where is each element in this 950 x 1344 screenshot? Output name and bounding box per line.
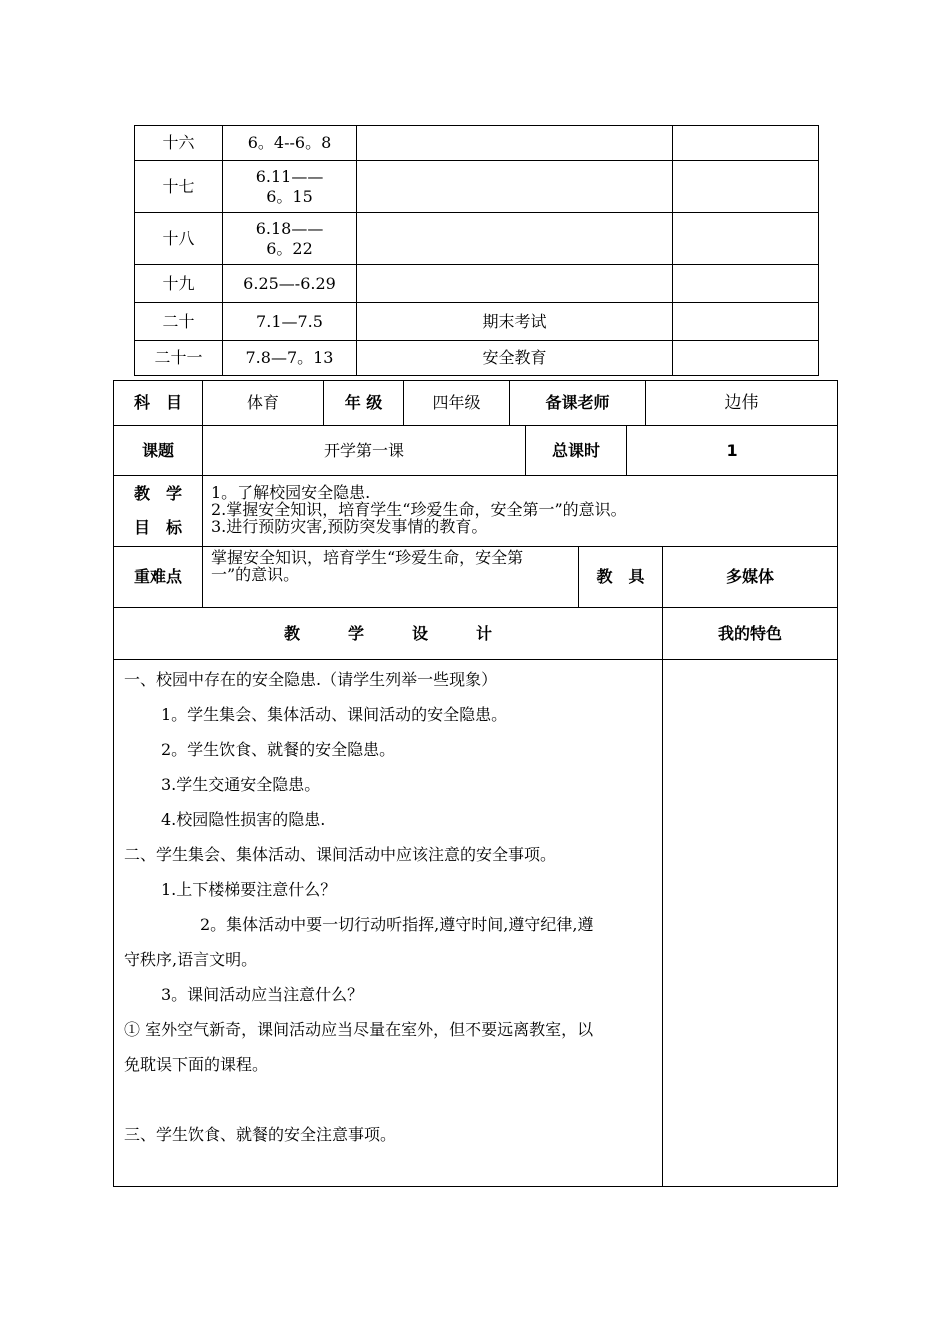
grade-value: 四年级: [404, 381, 510, 426]
date-cell: [223, 126, 357, 161]
week-cell: 二十: [135, 303, 223, 341]
date-cell: [223, 213, 357, 265]
note-cell: [673, 341, 819, 376]
table-row: [135, 265, 819, 303]
hours-label: 总课时: [526, 426, 627, 476]
table-row: [135, 126, 819, 161]
design-line: 3.学生交通安全隐患。: [161, 775, 321, 794]
key-points-label: 重难点: [114, 547, 203, 608]
design-header: 教 学 设 计: [114, 608, 663, 660]
design-line: 1。学生集会、集体活动、课间活动的安全隐患。: [161, 705, 508, 724]
objective-item: 3.进行预防灾害,预防突发事情的教育。: [211, 517, 488, 536]
design-cell: [114, 660, 663, 1187]
design-line: 2。集体活动中要一切行动听指挥,遵守时间,遵守纪律,遵: [200, 915, 594, 934]
note-cell: [673, 161, 819, 213]
topic-label: 课题: [114, 426, 203, 476]
table-row: [114, 660, 838, 1187]
hours-value: 1: [627, 426, 838, 476]
tools-label: 教 具: [579, 547, 663, 608]
table-row: [114, 608, 838, 660]
design-line: 4.校园隐性损害的隐患.: [161, 810, 326, 829]
note-cell: [673, 213, 819, 265]
content-cell: [357, 213, 673, 265]
week-cell: 十六: [135, 126, 223, 161]
key-point-line: 掌握安全知识，培育学生“珍爱生命，安全第: [211, 548, 524, 567]
design-line: 免耽误下面的课程。: [124, 1055, 269, 1074]
table-row: [135, 213, 819, 265]
design-line: 守秩序,语言文明。: [124, 950, 258, 969]
teacher-label: 备课老师: [510, 381, 646, 426]
objectives-cell: [203, 476, 838, 547]
week-cell: 十九: [135, 265, 223, 303]
design-line: ① 室外空气新奇，课间活动应当尽量在室外，但不要远离教室，以: [124, 1020, 594, 1039]
table-row: [114, 547, 838, 608]
date-line: 6.18——: [255, 218, 324, 238]
date-cell: [223, 303, 357, 341]
objectives-label-line: 目 标: [133, 518, 182, 537]
design-line: 三、学生饮食、就餐的安全注意事项。: [124, 1125, 397, 1144]
content-cell: 安全教育: [357, 341, 673, 376]
week-cell: 二十一: [135, 341, 223, 376]
date-line: 6。4--6。8: [247, 133, 332, 152]
key-point-line: 一”的意识。: [211, 565, 300, 584]
table-row: [135, 341, 819, 376]
table-row: [114, 476, 838, 547]
design-line: 一、校园中存在的安全隐患.（请学生列举一些现象）: [124, 670, 498, 689]
date-line: 7.1—7.5: [256, 311, 323, 331]
note-cell: [673, 126, 819, 161]
teacher-value: 边伟: [646, 381, 838, 426]
note-cell: [673, 303, 819, 341]
feature-cell: [663, 660, 838, 1187]
date-cell: [223, 265, 357, 303]
lesson-plan-table: [113, 380, 838, 1187]
note-cell: [673, 265, 819, 303]
subject-value: 体育: [203, 381, 324, 426]
objective-item: 1。了解校园安全隐患.: [211, 483, 371, 502]
week-cell: 十七: [135, 161, 223, 213]
design-line: 3。课间活动应当注意什么？: [161, 985, 364, 1004]
subject-label: 科 目: [114, 381, 203, 426]
date-line: 7.8—7。13: [245, 348, 334, 367]
content-cell: [357, 126, 673, 161]
content-cell: 期末考试: [357, 303, 673, 341]
week-cell: 十八: [135, 213, 223, 265]
tools-value: 多媒体: [663, 547, 838, 608]
date-line: 6。22: [266, 238, 313, 258]
objective-item: 2.掌握安全知识，培育学生“珍爱生命，安全第一”的意识。: [211, 500, 627, 519]
design-line: 2。学生饮食、就餐的安全隐患。: [161, 740, 396, 759]
objectives-label: [114, 476, 203, 547]
date-line: 6.25—-6.29: [243, 273, 336, 293]
content-cell: [357, 265, 673, 303]
table-row: [114, 381, 838, 426]
design-line: 二、学生集会、集体活动、课间活动中应该注意的安全事项。: [124, 845, 557, 864]
date-line: 6.11——: [255, 166, 324, 186]
key-points-cell: [203, 547, 579, 608]
grade-label: 年 级: [324, 381, 404, 426]
feature-header: 我的特色: [663, 608, 838, 660]
table-row: [135, 303, 819, 341]
table-row: [135, 161, 819, 213]
schedule-table: [134, 125, 819, 376]
content-cell: [357, 161, 673, 213]
design-line: 1.上下楼梯要注意什么？: [161, 880, 337, 899]
date-cell: [223, 341, 357, 376]
table-row: [114, 426, 838, 476]
objectives-label-line: 教 学: [133, 484, 182, 503]
date-cell: [223, 161, 357, 213]
topic-value: 开学第一课: [203, 426, 526, 476]
date-line: 6。15: [266, 186, 313, 206]
